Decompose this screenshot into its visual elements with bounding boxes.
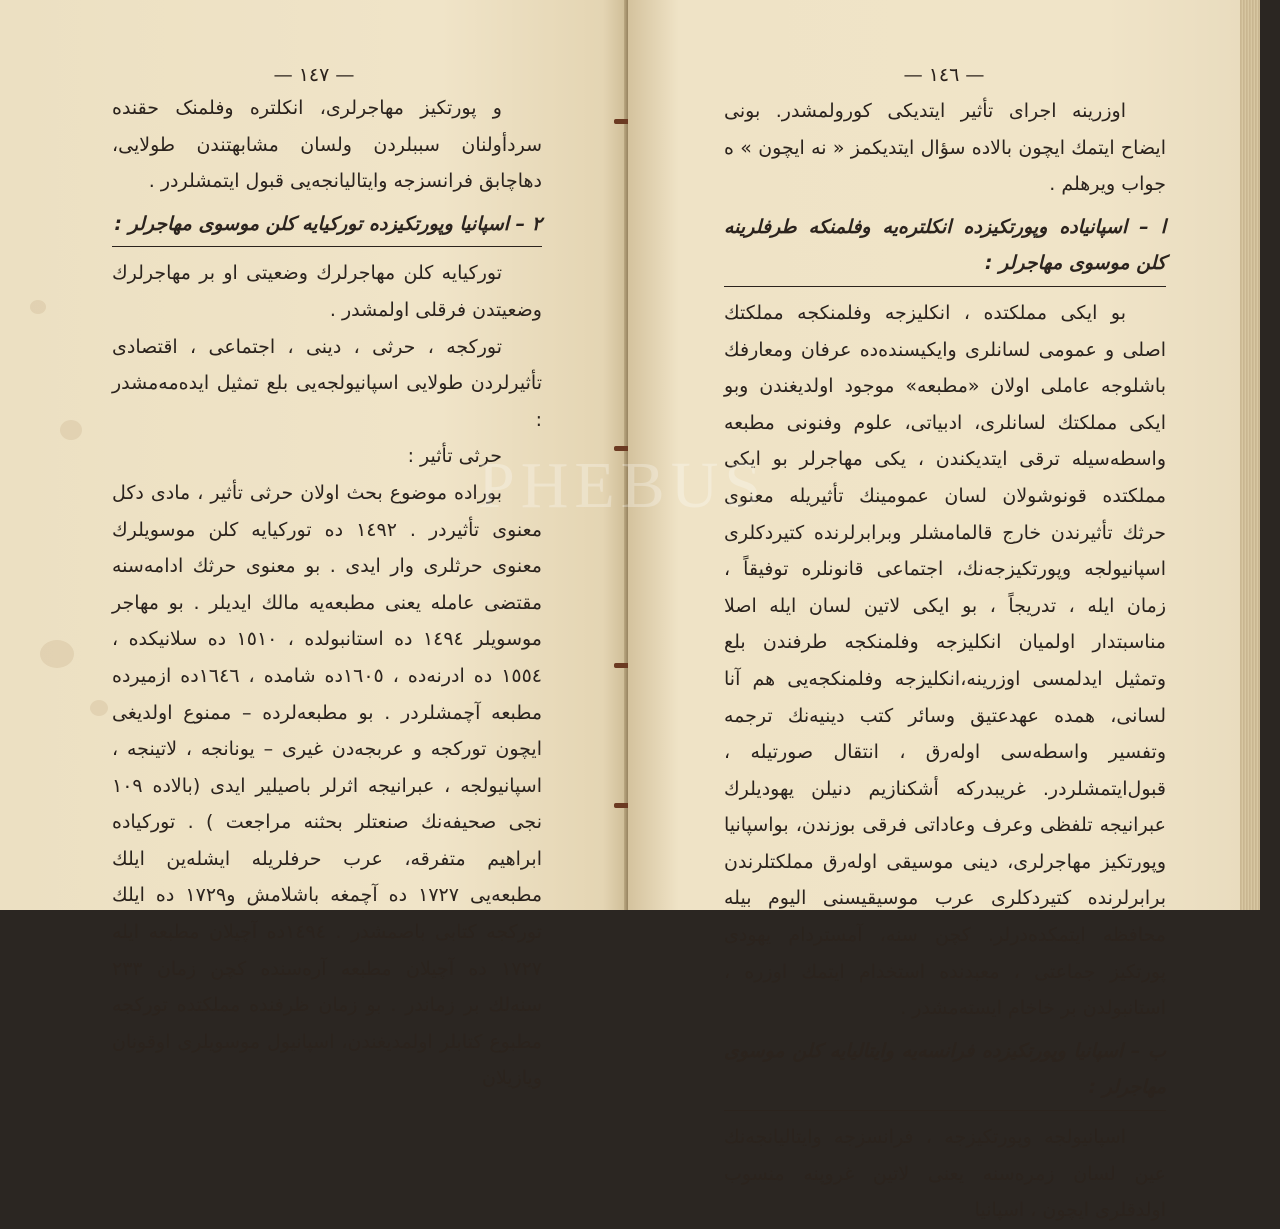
paragraph: بوراده موضوع بحث اولان حرثی تأثیر ، مادی دکل معنوی تأثیردر . ١٤٩٢ ده تورکیایه کلن موسویلرك معنوی حرثلری وار ایدی . بو معنوی حرثك ادامه‌سنه مقتضی عامله یعنی مطبعه‌یه مالك ایدیلر . بو مهاجر موسویلر ١٤٩٤ ده استانبولده ، ١٥١٠ ده سلانیکده ، ١٥٥٤ ده ادرنه‌ده ، ١٦٠٥ده شامده ، ١٦٤٦ده ازمیرده مطبعه آچمشلردر . بو مطبعه‌لرده – ممنوع اولدیغی ایچون تورکجه و عربجه‌دن غیری – یونانجه ، لاتینجه ، اسپانیولجه ، عبرانیجه اثرلر باصیلیر ایدی (بالاده ١٠٩ نجی صحیفه‌نك صنعتلر بحثنه مراجعت ) . تورکیاده ابراهیم متفرقه، عرب حرفلریله ایشله‌ین ایلك مطبعه‌یی ١٧٢٧ ده آچمغه باشلامش و١٧٢٩ ده ایلك تورکجه کتابی باصمشدر . ١٤٩٤ده آچیلان مطبعه ایله ١٧٢٧ ده آچیلان مطبعه آره‌سنده کچن زمان ٢٣٣ سنه‌لك بر زماندر . بو زمان ظرفنده مملکتده تورکجه مطبوع کتابلر اولمدیغندن، اسپانیول موسویلری اوقونان ویازیلان	[112, 481, 543, 1090]
subheading: حرثی تأثیر :	[407, 445, 502, 468]
page-number-left: — ١٤٧ —	[273, 64, 355, 86]
right-page-text	[724, 93, 1166, 1229]
left-page-text	[112, 90, 542, 1097]
paragraph: و پورتکیز مهاجرلری، انکلتره وفلمنک حقنده سردأولنان سببلردن ولسان مشابهتندن طولایی، دهاچابق فرانسزجه وایتالیانجه‌یی قبول ایتمشلردر .	[112, 97, 542, 193]
page-number-right: — ١٤٦ —	[903, 64, 985, 86]
paragraph: بو ایکی مملکتده ، انکلیزجه وفلمنکجه مملکتك اصلی و عمومی لسانلری وایکیسنده‌ده عرفان ومعارفك باشلوجه عاملی اولان «مطبعه» موجود اولدیغندن وبو ایکی مملکتك لسانلری، ادبیاتی، علوم وفنونی مطبعه واسطه‌سیله ترقی ایتدیکندن ، یکی مهاجرلر بو ایکی مملکتده قونوشولان لسان عمومینك تأثیریله معنوی حرثك تأثیرندن خارج قالمامشلر وبرابرلرنده کتیردکلری اسپانیولجه وپورتکیزجه‌نك، اجتماعی قانونلره توفیقاً ، زمان ایله ، تدریجاً ، بو ایکی لاتین لسان ایله اصلا مناسبتدار اولمیان انکلیزجه وفلمنکجه طرفندن بلع وتمثیل ایدلمسی اوزرینه،انکلیزجه وفلمنکجه‌یی هم آنا لسانی، همده عهدعتیق وسائر کتب دینیه‌نك ترجمه وتفسیر واسطه‌سی اوله‌رق ، انتقال صورتیله ، قبول‌ایتمشلردر. غریبدرکه أشکنازیم دنیلن یهودیلرك عبرانیجه تلفظی وعرف وعاداتی فرقی بوزندن، بواسپانیا وپورتکیز مهاجرلری، دینی موسیقی اوله‌رق مملکتلرندن برابرلرنده کتیردکلری عرب موسیقیسنی الیوم بیله محافظه ایتمکده‌درلر. کچن سنه، آمستردام یهودی پورتکیز جماعتی ، معبدنده استخدام ایتمك اوزره ، استانبولدن بر خاخام ایسته‌مشدر .	[724, 301, 1166, 1020]
paragraph: تورکجه ، حرثی ، دینی ، اجتماعی ، اقتصادی تأثیرلردن طولایی اسپانیولجه‌یی بلع تمثیل ایده‌مه‌مشدر :	[112, 335, 542, 431]
section-heading: ب – اسپانیا وپورتکیزده فرانسه‌یه وایتالیایه کلن موسوی مهاجرلر :	[724, 1033, 1166, 1111]
page-edges	[1240, 0, 1260, 910]
section-heading: ٢ – اسپانیا وپورتکیزده تورکیایه کلن موسوی مهاجرلر :	[112, 206, 542, 248]
paragraph: اوزرینه اجرای تأثیر ایتدیکی کورولمشدر. بونی ایضاح ایتمك ایچون بالاده سؤال ایتدیکمز « نه ایچون » ه جواب ویرهلم .	[724, 100, 1166, 196]
watermark: PHEBUS	[478, 449, 768, 522]
paragraph: اسپانیولجه وپورتکیزجه ، فرانسزجه وایتالیانجه‌نك عین لسان زمره‌سنه یعنی لاتین غروپنه منسوب اولدقلری ایچون ، اسپانیا	[724, 1126, 1166, 1222]
section-heading: ا – اسپانیاده وپورتکیزده انکلتره‌یه وفلمنکه طرفلرینه کلن موسوی مهاجرلر :	[724, 209, 1166, 287]
paragraph: تورکیایه کلن مهاجرلرك وضعیتی او بر مهاجرلرك وضعیتدن فرقلی اولمشدر .	[112, 262, 542, 321]
